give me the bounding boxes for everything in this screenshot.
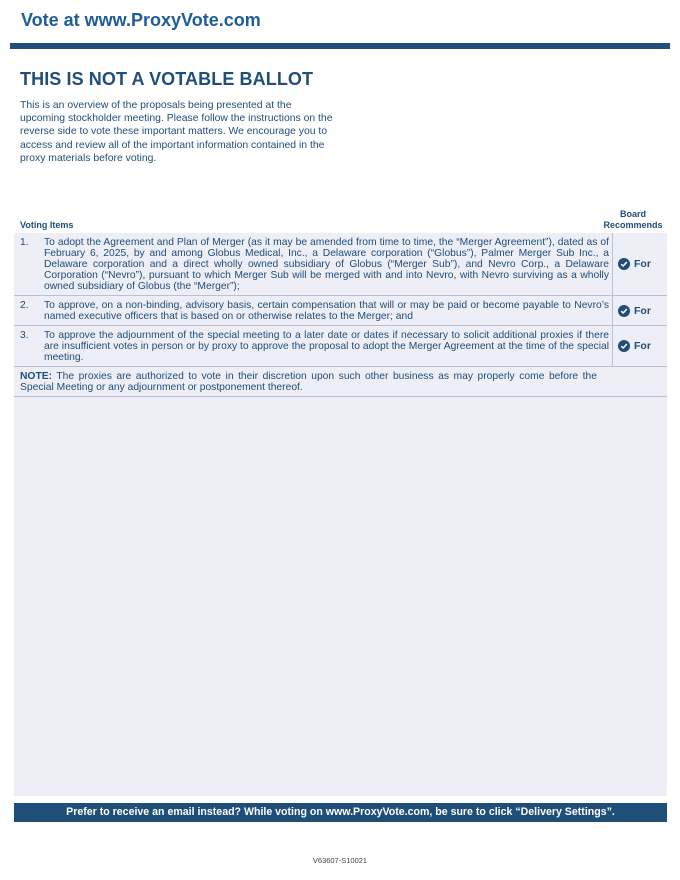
intro-paragraph: This is an overview of the proposals being presented at the upcoming stockholder meeting. Please follow the instructions on the reverse side to vote these important matters. We encourage you to access and review all of the important information contained in the proxy materials before voting. xyxy=(20,100,333,164)
document-code: V63607-S10021 xyxy=(312,856,368,865)
item-number: 2. xyxy=(20,300,29,311)
recommendation-label: For xyxy=(634,340,651,352)
delivery-settings-banner: Prefer to receive an email instead? While voting on www.ProxyVote.com, be sure to click “Delivery Settings”. xyxy=(14,803,667,822)
board-recommendation xyxy=(612,296,667,325)
check-circle-icon xyxy=(618,340,630,352)
board-recommendation xyxy=(612,326,667,366)
item-text: To approve the adjournment of the special meeting to a later date or dates if necessary to solicit additional proxies if there are insufficient votes in person or by proxy to approve the proposal to adopt the Merger Agreement at the time of the special meeting. xyxy=(44,330,609,363)
check-circle-icon xyxy=(618,305,630,317)
board-recommends-header: Board Recommends xyxy=(603,209,663,230)
board-recommendation xyxy=(612,233,667,295)
voting-item xyxy=(14,326,667,367)
proxyvote-header-title: Vote at www.ProxyVote.com xyxy=(21,10,261,30)
header-divider xyxy=(10,43,670,49)
voting-note xyxy=(14,367,667,397)
voting-item xyxy=(14,233,667,296)
check-circle-icon xyxy=(618,258,630,270)
voting-items-list xyxy=(14,233,667,397)
item-text: To adopt the Agreement and Plan of Merger (as it may be amended from time to time, the “Merger Agreement”), dated as of February 6, 2025, by and among Globus Medical, Inc., a Delaware corporation (“Globus”), Palmer Merger Sub Inc., a Delaware corporation and a direct wholly owned subsidiary of Globus (“Merger Sub”), and Nevro Corp., a Delaware Corporation (“Nevro”), pursuant to which Merger Sub will be merged with and into Nevro, with Nevro surviving as a wholly owned subsidiary of Globus (the “Merger”); xyxy=(44,237,609,292)
item-text: To approve, on a non-binding, advisory basis, certain compensation that will or may be paid or become payable to Nevro’s named executive officers that is based on or otherwise relates to the Merger; and xyxy=(44,300,609,322)
recommendation-label: For xyxy=(634,258,651,270)
note-text: The proxies are authorized to vote in their discretion upon such other business as may properly come before the Special Meeting or any adjournment or postponement thereof. xyxy=(20,371,597,393)
voting-item xyxy=(14,296,667,326)
item-number: 3. xyxy=(20,330,29,341)
item-number: 1. xyxy=(20,237,29,248)
page-title: THIS IS NOT A VOTABLE BALLOT xyxy=(20,69,314,89)
note-label: NOTE: xyxy=(20,371,53,382)
recommendation-label: For xyxy=(634,304,651,317)
voting-items-header: Voting Items xyxy=(20,220,74,230)
